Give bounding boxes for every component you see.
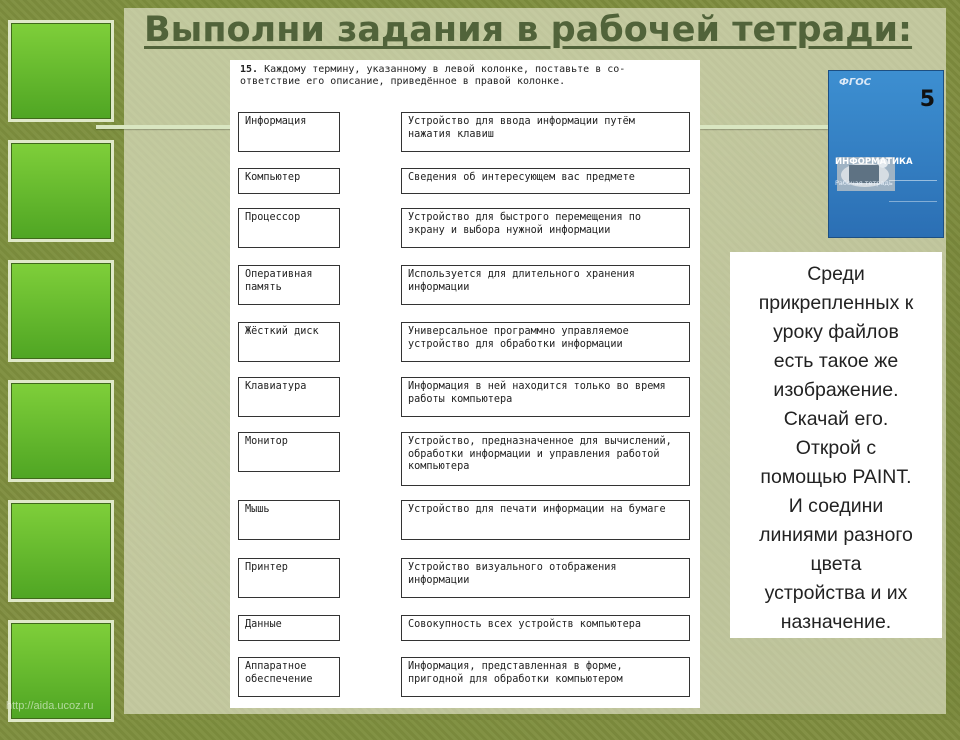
description-box: Информация, представленная в форме, пригодной для обработки компьютером [401, 657, 690, 697]
task-text-line2: ответствие его описание, приведённое в правой колонке. [240, 76, 566, 87]
task-prompt [240, 64, 690, 88]
description-box: Совокупность всех устройств компьютера [401, 615, 690, 641]
description-box: Устройство для печати информации на бумаге [401, 500, 690, 540]
decorative-tile [8, 500, 114, 602]
description-box: Устройство для быстрого перемещения по экрану и выбора нужной информации [401, 208, 690, 248]
term-box: Клавиатура [238, 377, 340, 417]
term-box: Мышь [238, 500, 340, 540]
workbook-cover-image [828, 70, 944, 238]
term-box: Информация [238, 112, 340, 152]
task-text: Каждому термину, указанному в левой колонке, поставьте в со- [264, 64, 626, 75]
book-series: ФГОС [839, 77, 872, 88]
instruction-note [730, 252, 942, 638]
workbook-page [230, 60, 700, 708]
term-box: Оперативная память [238, 265, 340, 305]
note-line: цвета [810, 553, 862, 575]
note-line: И соедини [788, 495, 884, 517]
term-box: Жёсткий диск [238, 322, 340, 362]
note-line: устройства и их [764, 582, 908, 604]
term-box: Монитор [238, 432, 340, 472]
decorative-tile [8, 20, 114, 122]
description-box: Устройство визуального отображения информации [401, 558, 690, 598]
description-box: Устройство для ввода информации путём нажатия клавиш [401, 112, 690, 152]
term-box: Данные [238, 615, 340, 641]
note-line: Скачай его. [783, 408, 889, 430]
note-line: Среди [807, 263, 865, 285]
decorative-tile [8, 260, 114, 362]
task-number: 15. [240, 64, 259, 75]
decorative-connector-left [96, 125, 232, 129]
book-subject: ИНФОРМАТИКА [835, 157, 913, 167]
note-line: помощью PAINT. [760, 466, 912, 488]
description-box: Сведения об интересующем вас предмете [401, 168, 690, 194]
slide-title: Выполни задания в рабочей тетради: [144, 10, 913, 50]
term-box: Принтер [238, 558, 340, 598]
note-line: есть такое же [773, 350, 899, 372]
term-box: Аппаратное обеспечение [238, 657, 340, 697]
note-line: назначение. [780, 611, 892, 633]
decorative-tile [8, 380, 114, 482]
description-box: Универсальное программно управляемое устройство для обработки информации [401, 322, 690, 362]
description-box: Информация в ней находится только во время работы компьютера [401, 377, 690, 417]
note-line: Открой с [795, 437, 877, 459]
description-box: Устройство, предназначенное для вычислений, обработки информации и управления работой компьютера [401, 432, 690, 486]
note-line: линиями разного [759, 524, 913, 546]
book-type: Рабочая тетрадь [835, 179, 893, 187]
decorative-connector-right [700, 125, 828, 129]
watermark-url: http://aida.ucoz.ru [6, 700, 94, 712]
note-line: прикрепленных к [758, 292, 914, 314]
book-grade: 5 [919, 87, 935, 112]
term-box: Процессор [238, 208, 340, 248]
note-line: изображение. [773, 379, 899, 401]
decorative-tile [8, 140, 114, 242]
description-box: Используется для длительного хранения информации [401, 265, 690, 305]
term-box: Компьютер [238, 168, 340, 194]
book-decoration [889, 180, 937, 202]
note-line: уроку файлов [773, 321, 899, 343]
